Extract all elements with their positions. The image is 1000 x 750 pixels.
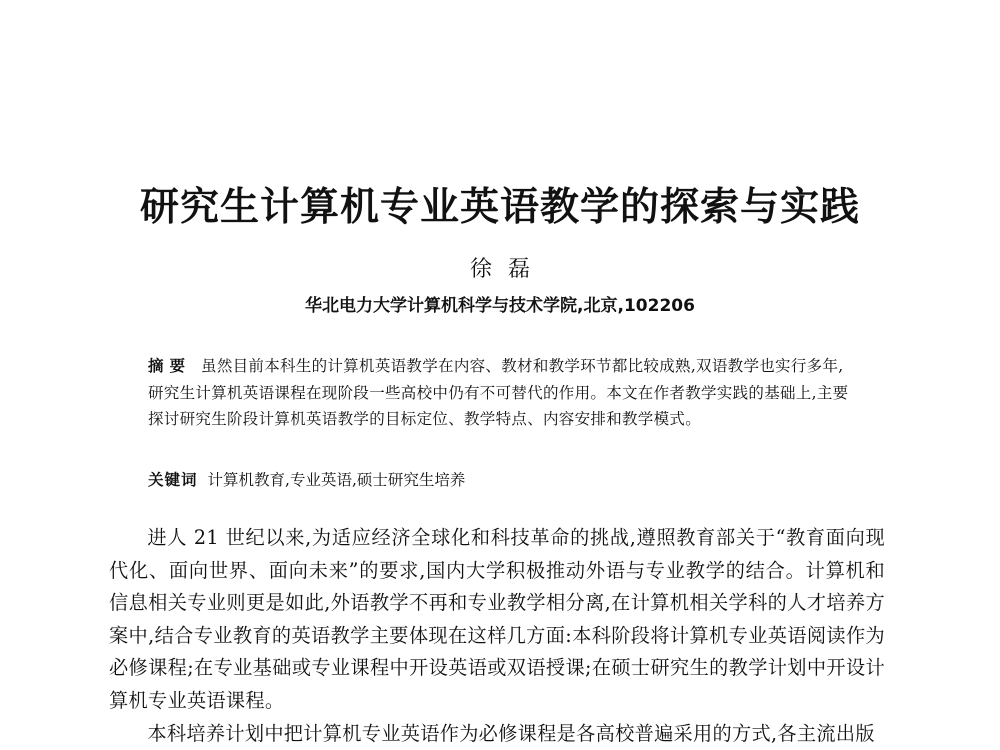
body-paragraph: 进人 21 世纪以来,为适应经济全球化和科技革命的挑战,遵照教育部关于“教育面向现代化、面向世界、面向未来”的要求,国内大学积极推动外语与专业教学的结合。计算机和信息相关专业则更是如此,外语教学不再和专业教学相分离,在计算机相关学科的人才培养方案中,结合专业教育的英语教学主要体现在这样几方面:本科阶段将计算机专业英语阅读作为必修课程;在专业基础或专业课程中开设英语或双语授课;在硕士研究生的教学计划中开设计算机专业英语课程。 (109, 526, 885, 712)
paper-title: 研究生计算机专业英语教学的探索与实践 (139, 185, 860, 230)
abstract-label: 摘要 (148, 357, 192, 375)
body-text (109, 522, 885, 750)
keywords-label: 关键词 (148, 471, 198, 489)
author-affiliation: 华北电力大学计算机科学与技术学院,北京,102206 (305, 296, 695, 316)
keywords-text: 计算机教育,专业英语,硕士研究生培养 (207, 471, 466, 489)
author-name: 徐磊 (469, 257, 546, 282)
body-paragraph: 本科培养计划中把计算机专业英语作为必修课程是各高校普遍采用的方式,各主流出版 (147, 721, 875, 745)
abstract (148, 353, 853, 433)
keywords (148, 467, 853, 493)
abstract-text: 虽然目前本科生的计算机英语教学在内容、教材和教学环节都比较成熟,双语教学也实行多年,研究生计算机英语课程在现阶段一些高校中仍有不可替代的作用。本文在作者教学实践的基础上,主要探讨研究生阶段计算机英语教学的目标定位、教学特点、内容安排和教学模式。 (148, 357, 849, 428)
